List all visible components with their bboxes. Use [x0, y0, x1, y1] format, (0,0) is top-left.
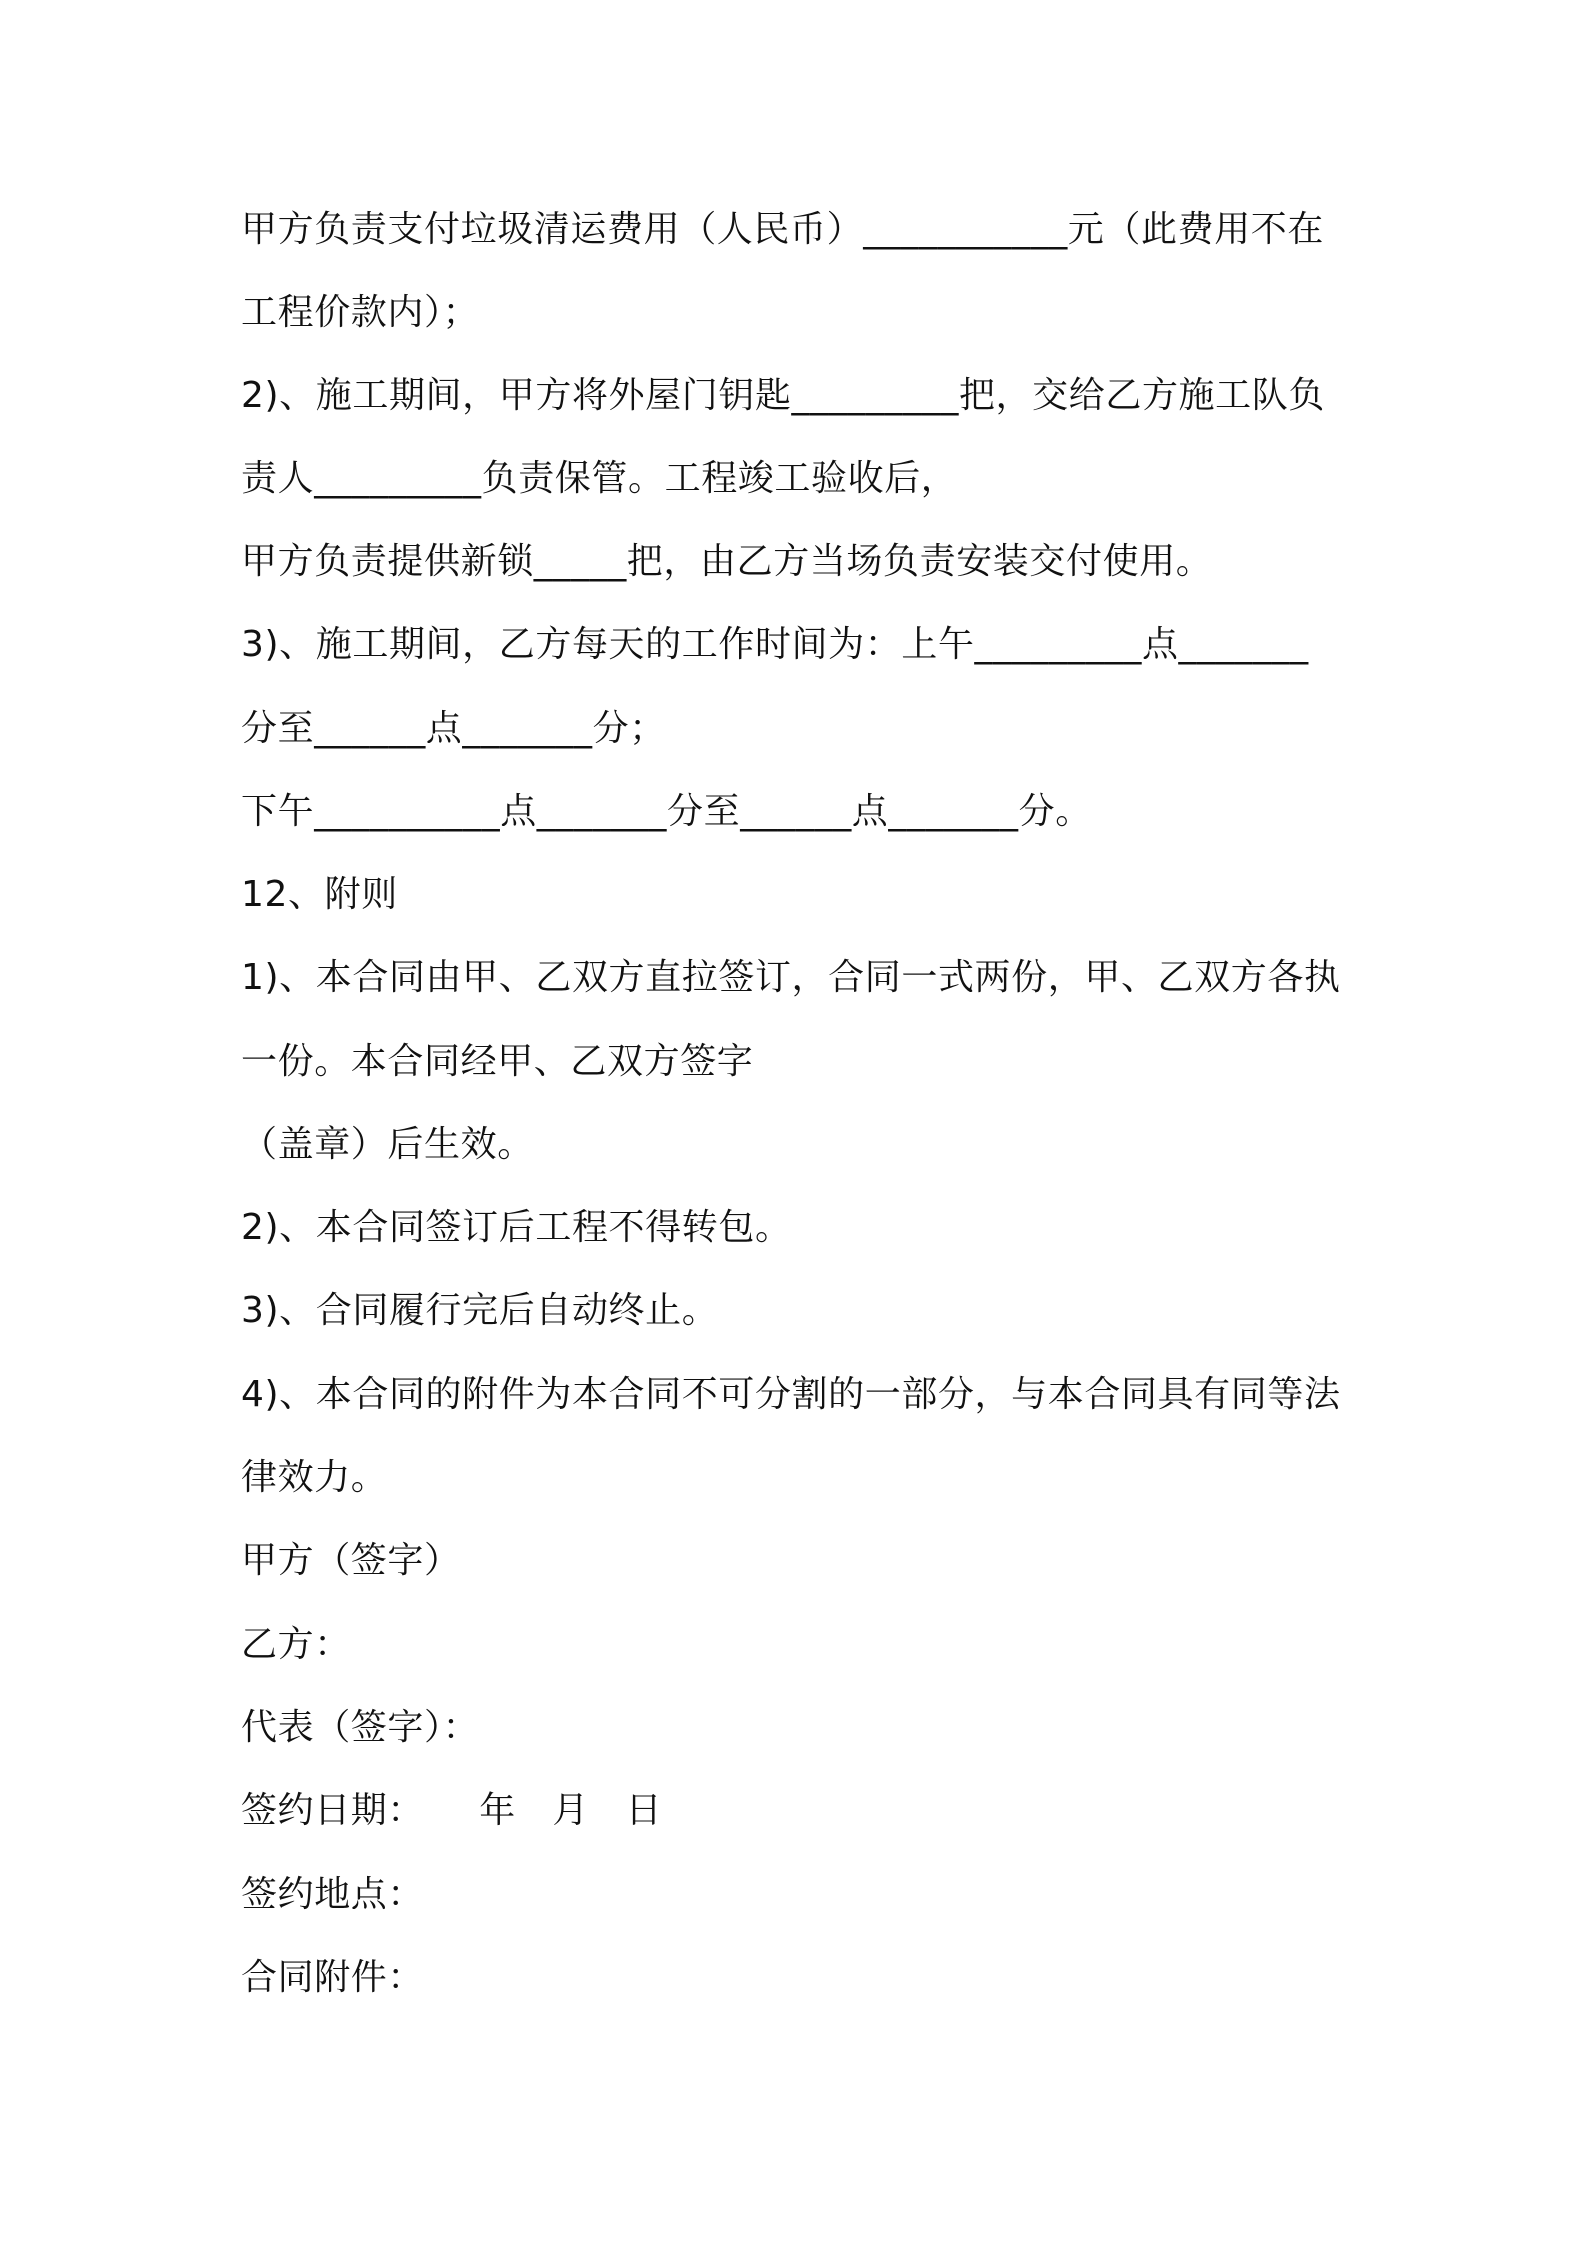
clause-line-7: 分至______点_______分；: [241, 708, 666, 749]
clause-line-16: 律效力。: [241, 1457, 388, 1498]
clause-line-5: 甲方负责提供新锁_____把，由乙方当场负责安装交付使用。: [241, 541, 1213, 582]
clause-line-4: 责人_________负责保管。工程竣工验收后，: [241, 458, 958, 499]
signing-date: 签约日期： 年 月 日: [241, 1790, 663, 1831]
contract-attachments: 合同附件：: [241, 1957, 425, 1998]
clause-line-11: 一份。本合同经甲、乙双方签字: [241, 1041, 754, 1082]
clause-line-3: 2)、施工期间，甲方将外屋门钥匙_________把，交给乙方施工队负: [241, 375, 1325, 416]
section-heading: 12、附则: [241, 874, 398, 915]
party-b-line: 乙方：: [241, 1624, 351, 1665]
clause-line-12: （盖章）后生效。: [241, 1124, 534, 1165]
clause-line-15: 4)、本合同的附件为本合同不可分割的一部分，与本合同具有同等法: [241, 1374, 1341, 1415]
clause-line-1: 甲方负责支付垃圾清运费用（人民币）___________元（此费用不在: [241, 209, 1324, 250]
clause-line-10: 1)、本合同由甲、乙双方直拉签订，合同一式两份，甲、乙双方各执: [241, 957, 1341, 998]
party-a-signature: 甲方（签字）: [241, 1540, 461, 1581]
clause-line-14: 3)、合同履行完后自动终止。: [241, 1290, 719, 1331]
clause-line-6: 3)、施工期间，乙方每天的工作时间为：上午_________点_______: [241, 624, 1309, 665]
clause-line-8: 下午__________点_______分至______点_______分。: [241, 791, 1092, 832]
clause-line-13: 2)、本合同签订后工程不得转包。: [241, 1207, 792, 1248]
representative-signature: 代表（签字）：: [241, 1707, 480, 1748]
clause-line-2: 工程价款内）；: [241, 292, 480, 333]
signing-place: 签约地点：: [241, 1874, 425, 1915]
